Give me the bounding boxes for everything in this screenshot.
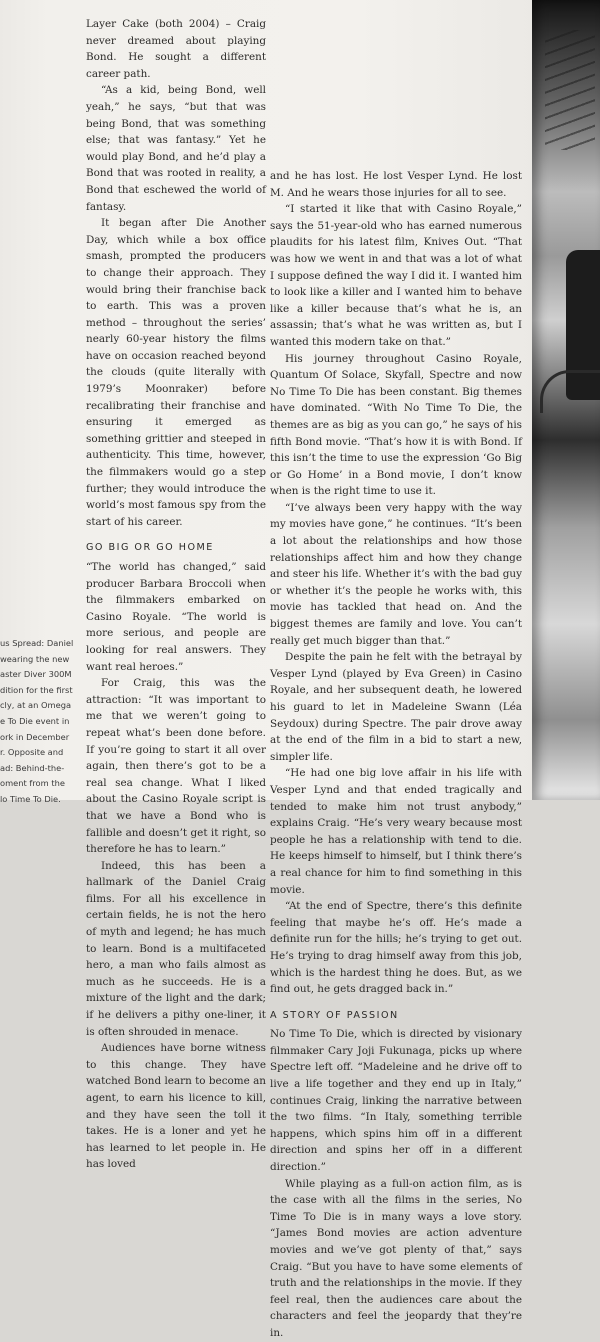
body-paragraph: Indeed, this has been a hallmark of the Daniel Craig films. For all his excellence in certain fields, he is not the hero of myth and legend; he has much to learn. Bond is a multifaceted hero, a man who fails almost as much as he succeeds. He is a mixture of the light and the dark; if he delivers a pithy one-liner, it is often shrouded in menace.	[86, 859, 266, 1038]
caption-line: ork in December	[0, 731, 70, 742]
caption-line: aster Diver 300M	[0, 669, 72, 680]
body-paragraph: and he has lost. He lost Vesper Lynd. He lost M. And he wears those injuries for all to see.	[270, 170, 522, 199]
body-paragraph: It began after Die Another Day, which while a box office smash, prompted the producers to change their approach. They would bring their franchise back to earth. This was a proven method – throughout the series’ nearly 60-year history the films have on occasion reached beyond the clouds (quite literally with 1979’s Moonraker) before recalibrating their franchise and ensuring it emerged as something grittier and steeped in authenticity. This time, however, the filmmakers would go a step further; they would introduce the world’s most famous spy from the start of his career.	[86, 217, 266, 528]
body-paragraph: Layer Cake (both 2004) – Craig never dreamed about playing Bond. He sought a different career path.	[86, 18, 266, 80]
caption-line: r. Opposite and	[0, 747, 64, 758]
body-paragraph: “I’ve always been very happy with the way my movies have gone,” he continues. “It’s been a lot about the relationships and how those relationships affect him and how they change and steer his life. Whether it’s with the bad guy or whether it’s the people he works with, this movie has tackled that head on. And the biggest themes are family and love. You can’t really get much bigger than that.”	[270, 501, 522, 647]
body-paragraph: For Craig, this was the attraction: “It was important to me that we weren’t going to repeat what’s been done before. If you’re going to start it all over again, then there’s got to be a real sea change. What I liked about the Casino Royale script is that we have a Bond who is fallible and doesn’t get it right, so therefore he has to learn.”	[86, 677, 266, 856]
body-paragraph: No Time To Die, which is directed by visionary filmmaker Cary Joji Fukunaga, picks up where Spectre left off. “Madeleine and he drive off to live a life together and they end up in Italy,” continues Craig, linking the narrative between the two films. “In Italy, something terrible happens, which spins him off in a different direction and spins her off in a different direction.”	[270, 1028, 522, 1174]
caption-line: us Spread: Daniel	[0, 638, 74, 648]
body-paragraph: “The world has changed,” said producer Barbara Broccoli when the filmmakers embarked on Casino Royale. “The world is more serious, and people are looking for real answers. They want real heroes.”	[86, 561, 266, 673]
caption-line: dition for the first	[0, 684, 73, 695]
caption-line: e To Die event in	[0, 715, 70, 726]
caption-line: oment from the	[0, 778, 65, 789]
caption-line: cly, at an Omega	[0, 700, 72, 711]
caption-line: lo Time To Die.	[0, 793, 61, 804]
section-heading: A STORY OF PASSION	[270, 1009, 399, 1021]
body-paragraph: While playing as a full-on action film, as is the case with all the films in the series, No Time To Die is in many ways a love story. “James Bond movies are action adventure movies and we’ve got plenty of that,” says Craig. “But you have to have some elements of truth and the relationships in the movie. If they feel real, then the audiences care about the characters and feel the jeopardy that they’re in.	[270, 1177, 522, 1339]
body-paragraph: Despite the pain he felt with the betrayal by Vesper Lynd (played by Eva Green) in Casino Royale, and her subsequent death, he lowered his guard to let in Madeleine Swann (Léa Seydoux) during Spectre. The pair drove away at the end of the film in a bid to start a new, simpler life.	[270, 651, 522, 763]
photo-roof-structure	[545, 30, 595, 150]
right-column	[270, 168, 522, 1342]
body-paragraph: “He had one big love affair in his life with Vesper Lynd and that ended tragically and tended to make him not trust anybody,” explains Craig. “He’s very weary because most people he has a relationship with tend to die. He keeps himself to himself, but I think there’s a real chance for him to find something in this movie.	[270, 767, 522, 896]
body-paragraph: Audiences have borne witness to this change. They have watched Bond learn to become an agent, to earn his licence to kill, and they have seen the toll it takes. He is a loner and yet he has learned to let people in. He has loved	[86, 1042, 266, 1171]
body-paragraph: His journey throughout Casino Royale, Quantum Of Solace, Skyfall, Spectre and now No Time To Die has been constant. Big themes have dominated. “With No Time To Die, the themes are as big as you can go,” he says of his fifth Bond movie. “That’s how it is with Bond. If this isn’t the time to use the expression ‘Go Big or Go Home’ in a Bond movie, I don’t know when is the right time to use it.	[270, 352, 522, 498]
caption-line: ad: Behind-the-	[0, 762, 65, 773]
body-paragraph: “I started it like that with Casino Royale,” says the 51-year-old who has earned numerous plaudits for his latest film, Knives Out. “That was how we went in and that was a lot of what I suppose defined the way I did it. I wanted him to look like a killer and I wanted him to behave like a killer because that’s what he is, an assassin; that’s what he was written as, but I wanted this modern take on that.”	[270, 203, 522, 348]
left-column	[86, 16, 266, 1173]
photo-caption	[0, 636, 84, 808]
section-heading: GO BIG OR GO HOME	[86, 542, 214, 554]
body-paragraph: “At the end of Spectre, there’s this definite feeling that maybe he’s off. He’s made a definite run for the hills; he’s trying to get out. He’s trying to drag himself away from this job, which is the hardest thing he does. But, as we find out, he gets dragged back in.”	[270, 900, 522, 996]
body-paragraph: “As a kid, being Bond, well yeah,” he says, “but that was being Bond, that was something else; that was fantasy.” Yet he would play Bond, and he’d play a Bond that was rooted in reality, a Bond that eschewed the world of fantasy.	[86, 84, 266, 213]
caption-line: wearing the new	[0, 653, 70, 664]
